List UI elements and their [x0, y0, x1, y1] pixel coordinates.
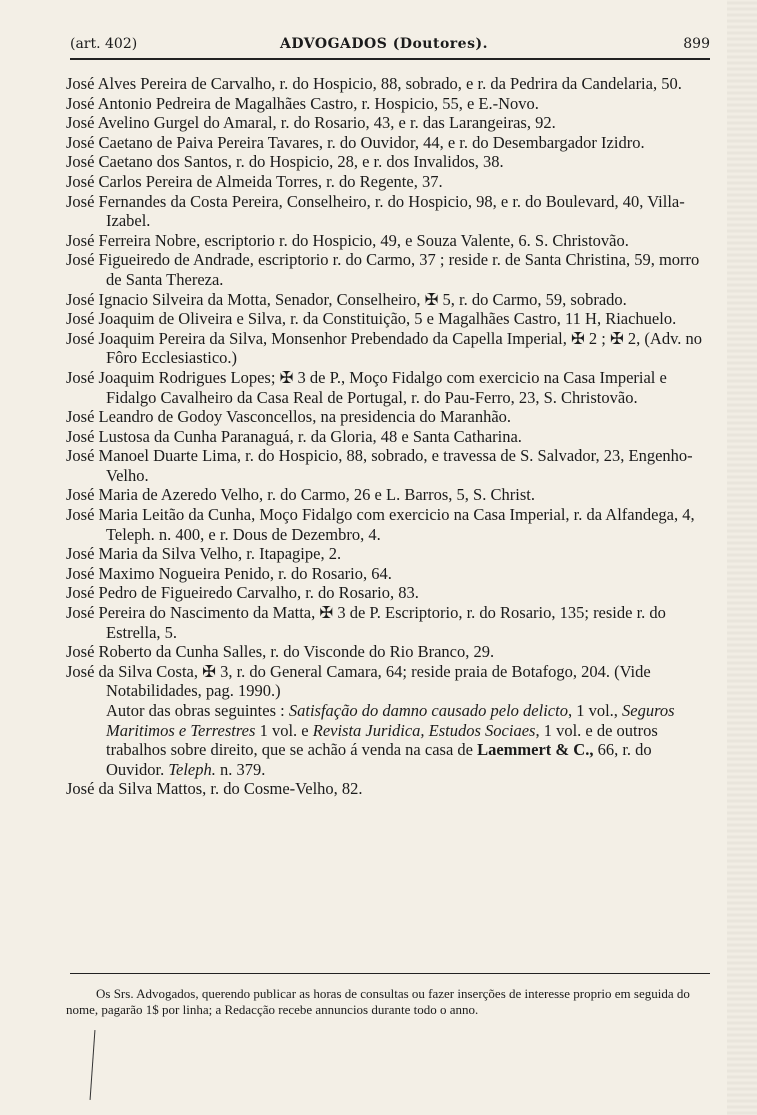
list-item: José Maximo Nogueira Penido, r. do Rosario, 64.	[66, 563, 392, 583]
list-item: José Caetano de Paiva Pereira Tavares, r. do Ouvidor, 44, e r. do Desembargador Izidro.	[66, 132, 645, 152]
work-title: Satisfação do damno causado pelo delicto	[288, 701, 568, 720]
list-item: José Maria da Silva Velho, r. Itapagipe, 2.	[66, 544, 342, 564]
note-prefix: Autor das obras seguintes :	[106, 701, 289, 720]
page-header	[70, 36, 710, 56]
list-item: José Joaquim de Oliveira e Silva, r. da Constituição, 5 e Magalhães Castro, 11 H, Riachuelo.	[66, 309, 677, 329]
note-text: 66, r. do Ouvidor.	[106, 740, 652, 779]
list-item: José Joaquim Rodrigues Lopes; ✠ 3 de P., Moço Fidalgo com exercicio na Casa Imperial e Fidalgo Cavalheiro da Casa Real de Portugal, r. do Pau-Ferro, 23, S. Christovão.	[66, 367, 667, 407]
list-item: José da Silva Costa, ✠ 3, r. do General Camara, 64; reside praia de Botafogo, 204. (Vide Notabilidades, pag. 1990.)	[66, 661, 651, 701]
footnote: Os Srs. Advogados, querendo publicar as horas de consultas ou fazer inserções de interesse proprio em seguida do nome, pagarão 1$ por linha; a Redacção recebe annuncios durante todo o anno.	[66, 986, 690, 1017]
list-item: José Avelino Gurgel do Amaral, r. do Rosario, 43, e r. das Larangeiras, 92.	[66, 113, 556, 133]
list-item: José Alves Pereira de Carvalho, r. do Hospicio, 88, sobrado, e r. da Pedrira da Candelaria, 50.	[66, 74, 682, 93]
list-item: José Manoel Duarte Lima, r. do Hospicio, 88, sobrado, e travessa de S. Salvador, 23, Engenho-Velho.	[66, 446, 693, 485]
list-item: José Roberto da Cunha Salles, r. do Visconde do Rio Branco, 29.	[66, 642, 495, 662]
teleph-label: Teleph.	[168, 759, 216, 779]
publisher-name: Laemmert & C.,	[477, 740, 594, 760]
list-item: José Joaquim Pereira da Silva, Monsenhor Prebendado da Capella Imperial, ✠ 2 ; ✠ 2, (Adv. no Fôro Ecclesiastico.)	[66, 328, 703, 368]
list-item: José Caetano dos Santos, r. do Hospicio, 28, e r. dos Invalidos, 38.	[66, 152, 504, 172]
entries-list	[66, 74, 706, 799]
work-title: Revista Juridica, Estudos Sociaes	[312, 720, 536, 740]
list-item: José Figueiredo de Andrade, escriptorio r. do Carmo, 37 ; reside r. de Santa Christina, 59, morro de Santa Thereza.	[66, 250, 700, 289]
section-title: ADVOGADOS (Doutores).	[280, 36, 488, 52]
note-text: 1 vol. e	[255, 720, 313, 740]
note-text: n. 379.	[215, 759, 266, 779]
list-item: José Pereira do Nascimento da Matta, ✠ 3 de P. Escriptorio, r. do Rosario, 135; reside r. do Estrella, 5.	[66, 603, 666, 642]
note-text: , 1 vol.,	[567, 701, 623, 720]
list-item: José Pedro de Figueiredo Carvalho, r. do Rosario, 83.	[66, 583, 419, 603]
page-number: 899	[683, 36, 710, 52]
list-item: José da Silva Mattos, r. do Cosme-Velho, 82.	[66, 779, 363, 799]
list-item: José Lustosa da Cunha Paranaguá, r. da Gloria, 48 e Santa Catharina.	[66, 426, 522, 446]
list-item: José Ignacio Silveira da Motta, Senador, Conselheiro, ✠ 5, r. do Carmo, 59, sobrado.	[66, 289, 627, 309]
list-item: José Leandro de Godoy Vasconcellos, na presidencia do Maranhão.	[66, 407, 512, 427]
author-works-note	[66, 701, 706, 779]
list-item: José Antonio Pedreira de Magalhães Castro, r. Hospicio, 55, e E.-Novo.	[66, 93, 539, 113]
list-item: José Maria Leitão da Cunha, Moço Fidalgo com exercicio na Casa Imperial, r. da Alfandega, 4, Teleph. n. 400, e r. Dous de Dezembro, 4.	[66, 505, 695, 544]
footnote-rule	[70, 973, 710, 974]
page-edge	[727, 0, 757, 1115]
article-number: (art. 402)	[70, 36, 138, 52]
list-item: José Carlos Pereira de Almeida Torres, r. do Regente, 37.	[66, 171, 443, 191]
list-item: José Maria de Azeredo Velho, r. do Carmo, 26 e L. Barros, 5, S. Christ.	[66, 485, 535, 505]
list-item: José Ferreira Nobre, escriptorio r. do Hospicio, 49, e Souza Valente, 6. S. Christovão.	[66, 230, 629, 250]
work-title: Seguros Maritimos e Terrestres	[106, 701, 675, 740]
header-rule	[70, 58, 710, 60]
margin-mark	[90, 1030, 96, 1100]
list-item: José Fernandes da Costa Pereira, Conselheiro, r. do Hospicio, 98, e r. do Boulevard, 40, Villa-Izabel.	[66, 191, 685, 231]
note-text: , 1 vol. e de outros trabalhos sobre direito, que se achão á venda na casa de	[106, 720, 658, 760]
